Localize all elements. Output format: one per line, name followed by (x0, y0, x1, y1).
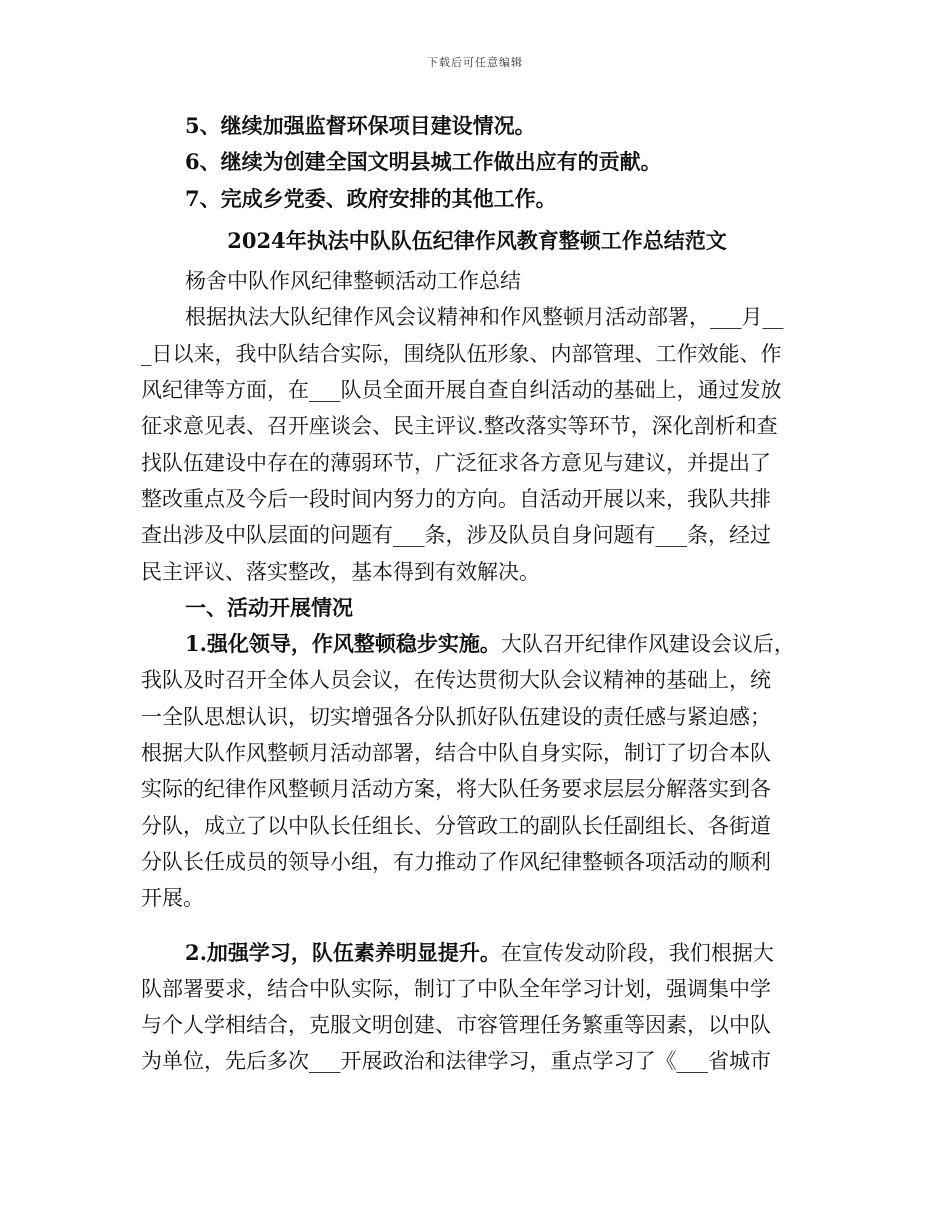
intro-paragraph (141, 299, 813, 589)
paragraph-line: 查出涉及中队层面的问题有___条，涉及队员自身问题有___条，经过 (141, 523, 771, 548)
paragraph-line: 为单位，先后多次___开展政治和法律学习，重点学习了《___省城市 (141, 1049, 771, 1074)
list-item-5: 5、继续加强监督环保项目建设情况。 (185, 113, 536, 138)
paragraph-line: 找队伍建设中存在的薄弱环节，广泛征求各方意见与建议，并提出了 (141, 450, 771, 475)
paragraph-line: 民主评议、落实整改，基本得到有效解决。 (141, 559, 540, 584)
section-heading: 一、活动开展情况 (185, 594, 353, 620)
header-note: 下载后可任意编辑 (427, 56, 523, 69)
paragraph-line: 征求意见表、召开座谈会、民主评议.整改落实等环节，深化剖析和查 (141, 414, 778, 439)
paragraph-line: _日以来，我中队结合实际，围绕队伍形象、内部管理、工作效能、作 (141, 341, 782, 366)
paragraph-lead: 1.强化领导，作风整顿稳步实施。 (185, 631, 501, 657)
paragraph-text: 在宣传发动阶段，我们根据大 (500, 940, 774, 965)
paragraph-line (141, 626, 813, 662)
paragraph-line: 与个人学相结合，克服文明创建、市容管理任务繁重等因素，以中队 (141, 1013, 771, 1038)
document-title: 2024年执法中队队伍纪律作风教育整顿工作总结范文 (227, 227, 727, 253)
paragraph-line: 整改重点及今后一段时间内努力的方向。自活动开展以来，我队共排 (141, 486, 771, 511)
paragraph-line: 开展。 (141, 886, 204, 911)
paragraph-text: 大队召开纪律作风建设会议后， (500, 632, 795, 657)
list-item-6: 6、继续为创建全国文明县城工作做出应有的贡献。 (185, 149, 662, 175)
paragraph-line: 队部署要求，结合中队实际，制订了中队全年学习计划，强调集中学 (141, 976, 771, 1001)
paragraph-line: 我队及时召开全体人员会议，在传达贯彻大队会议精神的基础上，统 (141, 668, 771, 693)
paragraph-line (141, 935, 813, 971)
paragraph-line: 风纪律等方面，在___队员全面开展自查自纠活动的基础上，通过发放 (141, 378, 782, 403)
paragraph-line: 实际的纪律作风整顿月活动方案，将大队任务要求层层分解落实到各 (141, 777, 771, 802)
paragraph-line: 分队长任成员的领导小组，有力推动了作风纪律整顿各项活动的顺利 (141, 849, 771, 874)
paragraph-line: 根据执法大队纪律作风会议精神和作风整顿月活动部署，___月__ (185, 305, 784, 330)
paragraph-2 (141, 935, 813, 1080)
list-item-7: 7、完成乡党委、政府安排的其他工作。 (185, 185, 557, 211)
paragraph-line: 分队，成立了以中队长任组长、分管政工的副队长任副组长、各街道 (141, 813, 771, 838)
paragraph-1 (141, 626, 813, 916)
paragraph-line: 一全队思想认识，切实增强各分队抓好队伍建设的责任感与紧迫感； (141, 704, 771, 729)
paragraph-line: 根据大队作风整顿月活动部署，结合中队自身实际，制订了切合本队 (141, 741, 771, 766)
document-body (141, 108, 813, 1080)
document-subtitle: 杨舍中队作风纪律整顿活动工作总结 (185, 269, 521, 294)
paragraph-lead: 2.加强学习，队伍素养明显提升。 (185, 939, 501, 965)
